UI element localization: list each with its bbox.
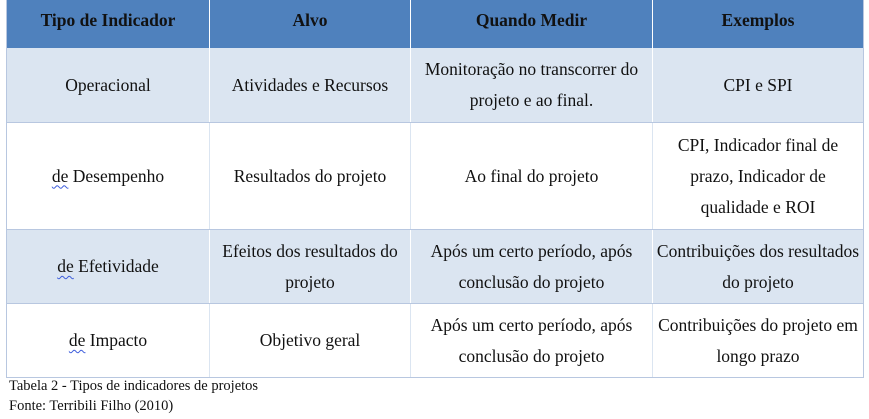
cell-tipo [7,230,210,304]
cell-alvo: Atividades e Recursos [210,48,411,123]
cell-quando-medir: Ao final do projeto [411,123,653,230]
header-quando-medir: Quando Medir [411,0,653,48]
cell-tipo [7,304,210,378]
cell-quando-medir: Após um certo período, após conclusão do projeto [411,304,653,378]
table-source: Fonte: Terribili Filho (2010) [9,398,174,414]
tipo-label: Impacto [85,330,148,350]
header-exemplos: Exemplos [653,0,864,48]
tipo-label: Efetividade [73,256,159,276]
tipo-prefix: de [68,330,86,350]
tipo-label: Desempenho [68,165,165,186]
table-row [7,304,864,378]
cell-exemplos: Contribuições dos resultados do projeto [653,230,864,304]
header-alvo: Alvo [210,0,411,48]
table-row [7,230,864,304]
cell-alvo: Efeitos dos resultados do projeto [210,230,411,304]
cell-quando-medir: Após um certo período, após conclusão do projeto [411,230,653,304]
cell-exemplos: Contribuições do projeto em longo prazo [653,304,864,378]
table-row [7,123,864,230]
tipo-prefix: de [51,165,69,186]
table-caption: Tabela 2 - Tipos de indicadores de projetos [9,378,259,394]
cell-alvo: Resultados do projeto [210,123,411,230]
cell-tipo [7,123,210,230]
tipo-label: Operacional [65,74,151,95]
cell-exemplos: CPI e SPI [653,48,864,123]
header-tipo-de-indicador: Tipo de Indicador [7,0,210,48]
cell-exemplos: CPI, Indicador final de prazo, Indicador de qualidade e ROI [653,123,864,230]
cell-alvo: Objetivo geral [210,304,411,378]
table-row [7,48,864,123]
table-header-row [7,0,864,48]
cell-tipo [7,48,210,123]
cell-quando-medir: Monitoração no transcorrer do projeto e ao final. [411,48,653,123]
tipo-prefix: de [57,256,74,276]
indicator-types-table [6,0,864,378]
